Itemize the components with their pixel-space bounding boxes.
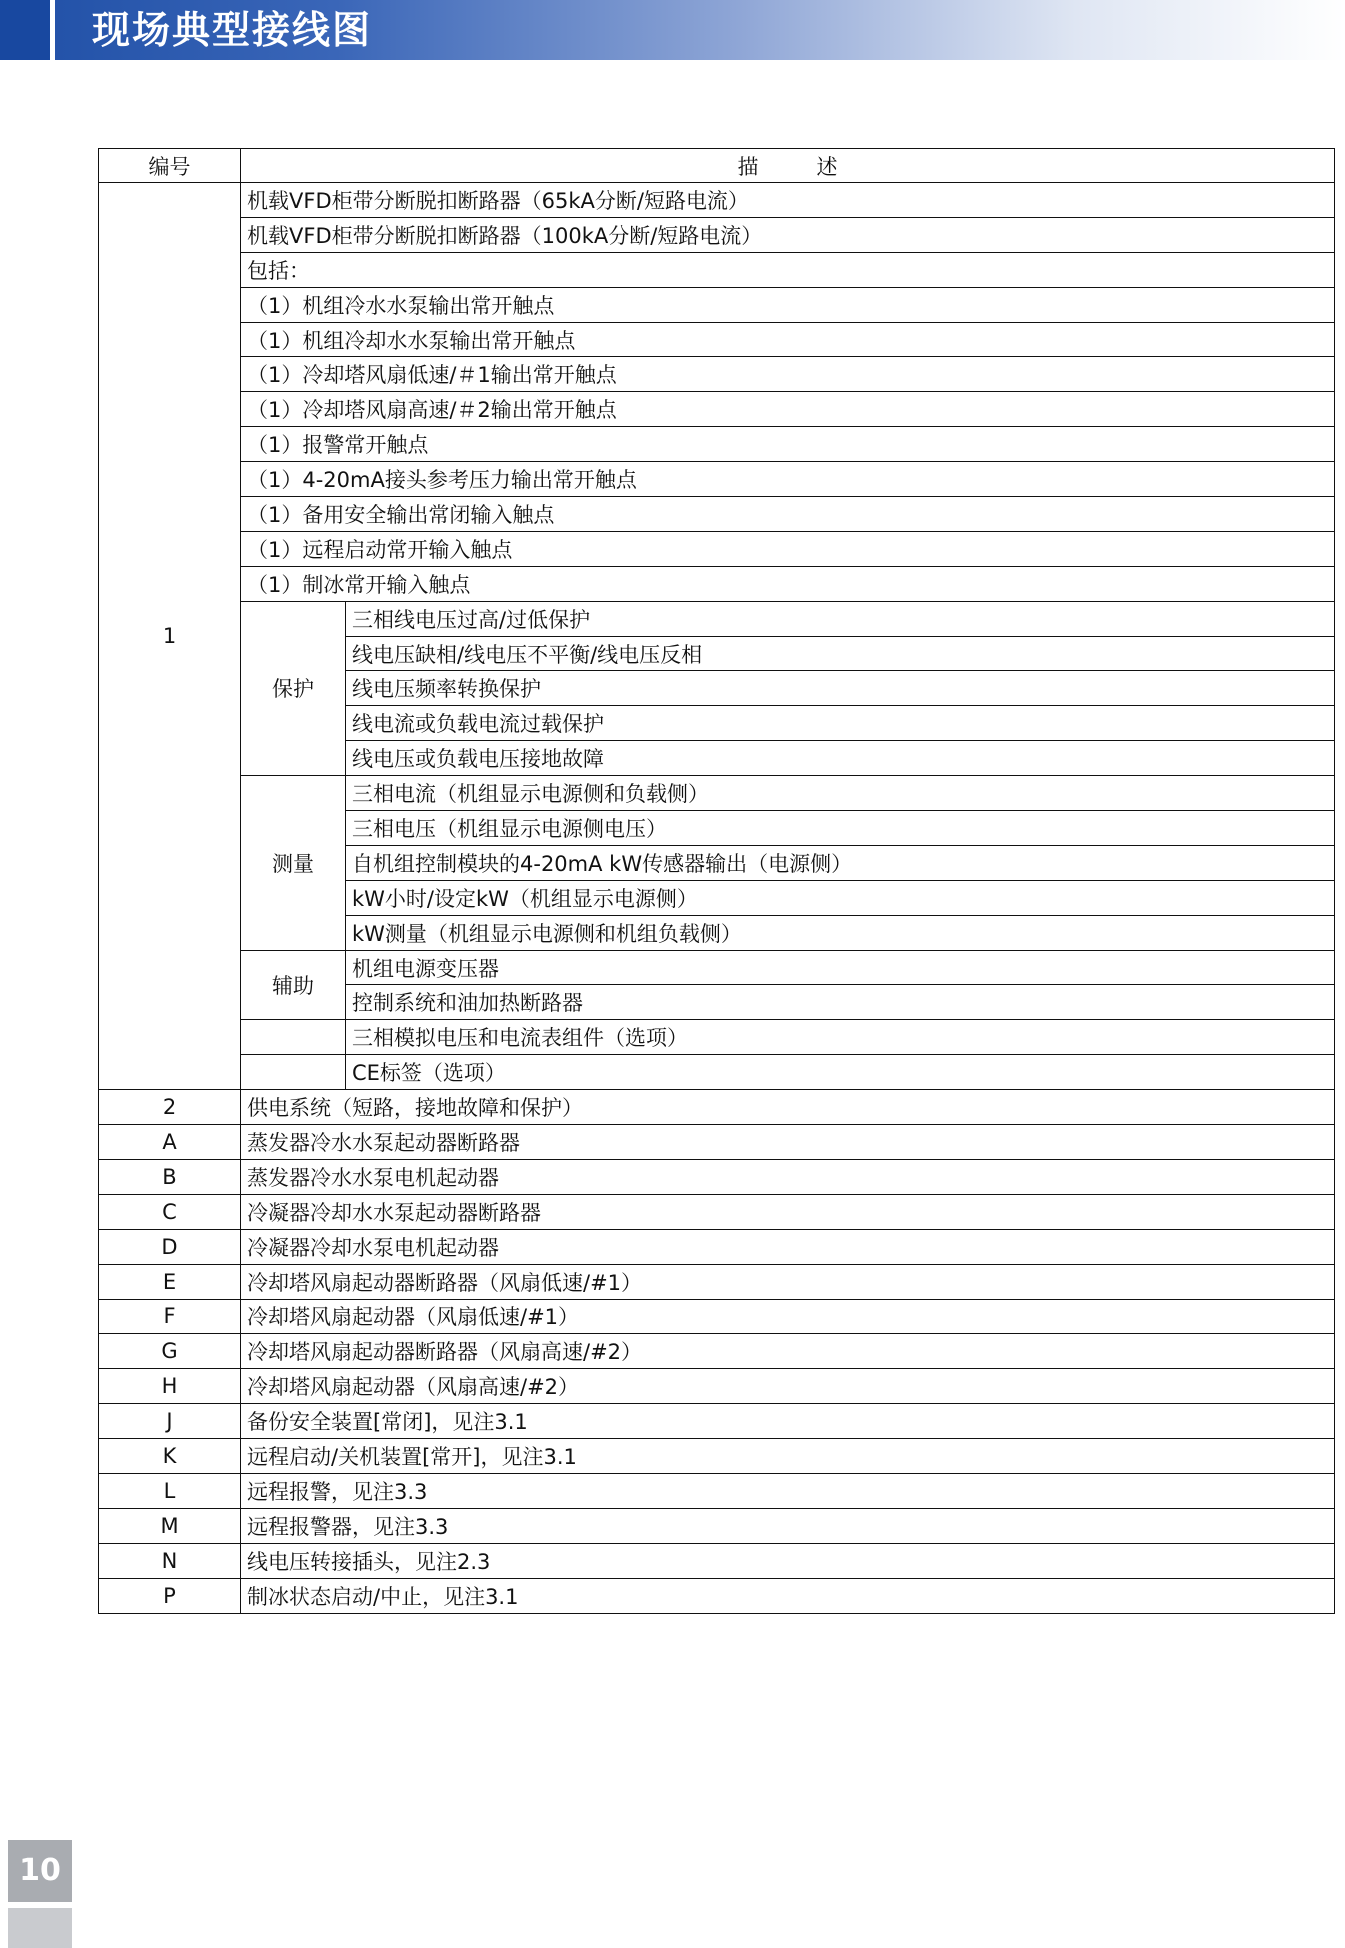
table-row xyxy=(99,392,1335,427)
header-accent-block xyxy=(0,0,50,60)
table-row xyxy=(99,1229,1335,1264)
row-description: （1）制冰常开输入触点 xyxy=(241,566,1335,601)
row-description: kW测量（机组显示电源侧和机组负载侧） xyxy=(346,915,1335,950)
row-description: 冷却塔风扇起动器断路器（风扇低速/#1） xyxy=(241,1264,1335,1299)
row-description: CE标签（选项） xyxy=(346,1055,1335,1090)
row-number: H xyxy=(99,1369,241,1404)
table-row xyxy=(99,1125,1335,1160)
wiring-spec-table xyxy=(98,148,1335,1614)
table-row xyxy=(99,1369,1335,1404)
row-description: （1）冷却塔风扇高速/＃2输出常开触点 xyxy=(241,392,1335,427)
row-description: 制冰状态启动/中止，见注3.1 xyxy=(241,1578,1335,1613)
row-description: 三相模拟电压和电流表组件（选项） xyxy=(346,1020,1335,1055)
page-title: 现场典型接线图 xyxy=(92,8,373,52)
table-header-row xyxy=(99,149,1335,183)
row-description: 线电流或负载电流过载保护 xyxy=(346,706,1335,741)
row-description: （1）机组冷却水水泵输出常开触点 xyxy=(241,322,1335,357)
table-row xyxy=(99,1508,1335,1543)
row-number: F xyxy=(99,1299,241,1334)
table-row xyxy=(99,217,1335,252)
row-number: K xyxy=(99,1439,241,1474)
category-empty xyxy=(241,1020,346,1055)
table-row xyxy=(99,1055,1335,1090)
table-row xyxy=(99,1264,1335,1299)
row-number: M xyxy=(99,1508,241,1543)
table-row xyxy=(99,950,1335,985)
row-description: 自机组控制模块的4-20mA kW传感器输出（电源侧） xyxy=(346,845,1335,880)
table-row xyxy=(99,1439,1335,1474)
table-row xyxy=(99,566,1335,601)
table-row xyxy=(99,1404,1335,1439)
row-description: （1）4-20mA接头参考压力输出常开触点 xyxy=(241,462,1335,497)
category-auxiliary: 辅助 xyxy=(241,950,346,1020)
row-description: 三相线电压过高/过低保护 xyxy=(346,601,1335,636)
row-description: 蒸发器冷水水泵起动器断路器 xyxy=(241,1125,1335,1160)
row-description: （1）报警常开触点 xyxy=(241,427,1335,462)
header-divider xyxy=(50,0,55,60)
page-number-tab xyxy=(8,1908,72,1948)
table-row xyxy=(99,1090,1335,1125)
row-description: （1）备用安全输出常闭输入触点 xyxy=(241,497,1335,532)
header-band xyxy=(0,0,1345,60)
table-row xyxy=(99,1020,1335,1055)
row-description: 线电压或负载电压接地故障 xyxy=(346,741,1335,776)
row-description: （1）远程启动常开输入触点 xyxy=(241,531,1335,566)
row-description: 三相电流（机组显示电源侧和负载侧） xyxy=(346,776,1335,811)
row-number: J xyxy=(99,1404,241,1439)
row-description: 远程报警，见注3.3 xyxy=(241,1473,1335,1508)
table-row xyxy=(99,183,1335,218)
row-number: P xyxy=(99,1578,241,1613)
table-row xyxy=(99,1543,1335,1578)
row-number: A xyxy=(99,1125,241,1160)
row-number: G xyxy=(99,1334,241,1369)
row-description: 冷却塔风扇起动器断路器（风扇高速/#2） xyxy=(241,1334,1335,1369)
category-measurement: 测量 xyxy=(241,776,346,950)
table-row xyxy=(99,427,1335,462)
row-description: 冷却塔风扇起动器（风扇低速/#1） xyxy=(241,1299,1335,1334)
row-description: 冷却塔风扇起动器（风扇高速/#2） xyxy=(241,1369,1335,1404)
page-number: 10 xyxy=(8,1840,72,1902)
row-description: 三相电压（机组显示电源侧电压） xyxy=(346,811,1335,846)
table-row xyxy=(99,462,1335,497)
table-row xyxy=(99,1299,1335,1334)
row-number: D xyxy=(99,1229,241,1264)
table-row xyxy=(99,1334,1335,1369)
row-number: N xyxy=(99,1543,241,1578)
row-description: 机载VFD柜带分断脱扣断路器（65kA分断/短路电流） xyxy=(241,183,1335,218)
row-number: E xyxy=(99,1264,241,1299)
row-description: 远程启动/关机装置[常开]，见注3.1 xyxy=(241,1439,1335,1474)
table-row xyxy=(99,1473,1335,1508)
row-number: 2 xyxy=(99,1090,241,1125)
header-number: 编号 xyxy=(99,149,241,183)
table-row xyxy=(99,322,1335,357)
table-row xyxy=(99,776,1335,811)
table-row xyxy=(99,601,1335,636)
row-description: 机组电源变压器 xyxy=(346,950,1335,985)
row-description: 包括： xyxy=(241,252,1335,287)
row-number: L xyxy=(99,1473,241,1508)
row-description: 备份安全装置[常闭]，见注3.1 xyxy=(241,1404,1335,1439)
row-description: （1）冷却塔风扇低速/＃1输出常开触点 xyxy=(241,357,1335,392)
header-description: 描述 xyxy=(241,149,1335,183)
table-row xyxy=(99,531,1335,566)
row-description: 线电压转接插头，见注2.3 xyxy=(241,1543,1335,1578)
table-row xyxy=(99,357,1335,392)
row-number: C xyxy=(99,1194,241,1229)
row-description: （1）机组冷水水泵输出常开触点 xyxy=(241,287,1335,322)
row-description: 控制系统和油加热断路器 xyxy=(346,985,1335,1020)
row-number: B xyxy=(99,1159,241,1194)
row-description: 蒸发器冷水水泵电机起动器 xyxy=(241,1159,1335,1194)
row-description: 远程报警器，见注3.3 xyxy=(241,1508,1335,1543)
row-description: 线电压缺相/线电压不平衡/线电压反相 xyxy=(346,636,1335,671)
row-description: kW小时/设定kW（机组显示电源侧） xyxy=(346,880,1335,915)
row-description: 冷凝器冷却水泵电机起动器 xyxy=(241,1229,1335,1264)
table-row xyxy=(99,497,1335,532)
row-description: 冷凝器冷却水水泵起动器断路器 xyxy=(241,1194,1335,1229)
table-row xyxy=(99,252,1335,287)
table-row xyxy=(99,287,1335,322)
row-number: 1 xyxy=(99,183,241,1090)
table-row xyxy=(99,1159,1335,1194)
category-empty xyxy=(241,1055,346,1090)
row-description: 供电系统（短路，接地故障和保护） xyxy=(241,1090,1335,1125)
row-description: 线电压频率转换保护 xyxy=(346,671,1335,706)
table-row xyxy=(99,1194,1335,1229)
category-protection: 保护 xyxy=(241,601,346,775)
row-description: 机载VFD柜带分断脱扣断路器（100kA分断/短路电流） xyxy=(241,217,1335,252)
table-row xyxy=(99,1578,1335,1613)
